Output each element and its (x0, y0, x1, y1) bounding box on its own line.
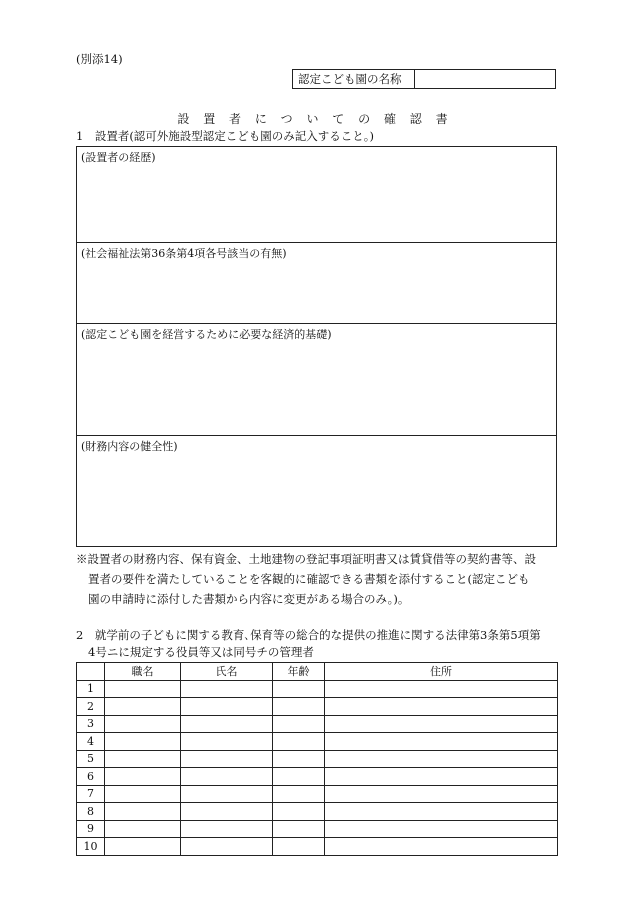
row-number: 9 (77, 820, 105, 838)
position-cell[interactable] (105, 803, 181, 821)
name-cell[interactable] (181, 698, 273, 716)
address-cell[interactable] (325, 750, 558, 768)
table-row (77, 785, 558, 803)
row-number: 1 (77, 680, 105, 698)
position-cell[interactable] (105, 698, 181, 716)
social-welfare-law-field-label: (社会福祉法第36条第4項各号該当の有無) (81, 247, 287, 260)
row-number: 2 (77, 698, 105, 716)
age-cell[interactable] (273, 820, 325, 838)
position-cell[interactable] (105, 820, 181, 838)
position-cell[interactable] (105, 785, 181, 803)
address-cell[interactable] (325, 680, 558, 698)
career-field[interactable] (77, 147, 556, 243)
career-field-label: (設置者の経歴) (81, 151, 156, 164)
age-cell[interactable] (273, 715, 325, 733)
position-cell[interactable] (105, 733, 181, 751)
address-cell[interactable] (325, 733, 558, 751)
header-number (77, 663, 105, 681)
age-cell[interactable] (273, 768, 325, 786)
age-cell[interactable] (273, 838, 325, 856)
section1-heading: 1 設置者(認可外施設型認定こども園のみ記入すること。) (76, 129, 375, 143)
name-cell[interactable] (181, 768, 273, 786)
address-cell[interactable] (325, 838, 558, 856)
note-line: 園の申請時に添付した書類から内容に変更がある場合のみ。)。 (88, 592, 410, 606)
address-cell[interactable] (325, 820, 558, 838)
name-cell[interactable] (181, 750, 273, 768)
header-position: 職名 (105, 663, 181, 681)
annex-label: (別添14) (76, 52, 123, 66)
attachment-note (76, 549, 566, 609)
economic-basis-field[interactable] (77, 324, 556, 436)
address-cell[interactable] (325, 715, 558, 733)
table-header-row (77, 663, 558, 681)
document-title: 設 置 者 に つ い て の 確 認 書 (177, 112, 453, 126)
kodomoen-name-box (292, 69, 556, 89)
age-cell[interactable] (273, 803, 325, 821)
kodomoen-name-label: 認定こども園の名称 (293, 70, 415, 88)
table-row (77, 820, 558, 838)
address-cell[interactable] (325, 698, 558, 716)
address-cell[interactable] (325, 803, 558, 821)
position-cell[interactable] (105, 838, 181, 856)
table-row (77, 768, 558, 786)
social-welfare-law-field[interactable] (77, 243, 556, 324)
table-row (77, 803, 558, 821)
position-cell[interactable] (105, 768, 181, 786)
name-cell[interactable] (181, 715, 273, 733)
table-row (77, 750, 558, 768)
section2-heading-line1: 2 就学前の子どもに関する教育､保育等の総合的な提供の推進に関する法律第3条第5項第 (76, 628, 541, 642)
name-cell[interactable] (181, 733, 273, 751)
table-row (77, 838, 558, 856)
row-number: 3 (77, 715, 105, 733)
name-cell[interactable] (181, 820, 273, 838)
address-cell[interactable] (325, 768, 558, 786)
kodomoen-name-field[interactable] (415, 70, 555, 88)
age-cell[interactable] (273, 785, 325, 803)
position-cell[interactable] (105, 715, 181, 733)
table-row (77, 698, 558, 716)
name-cell[interactable] (181, 838, 273, 856)
row-number: 10 (77, 838, 105, 856)
name-cell[interactable] (181, 785, 273, 803)
name-cell[interactable] (181, 680, 273, 698)
header-address: 住所 (325, 663, 558, 681)
header-name: 氏名 (181, 663, 273, 681)
note-line: 置者の要件を満たしていることを客観的に確認できる書類を添付すること(認定こども (88, 572, 530, 586)
officers-table (76, 662, 558, 856)
header-age: 年齢 (273, 663, 325, 681)
name-cell[interactable] (181, 803, 273, 821)
age-cell[interactable] (273, 750, 325, 768)
section2-heading-line2: 4号ニに規定する役員等又は同号チの管理者 (88, 645, 314, 659)
note-line: ※設置者の財務内容、保有資金、土地建物の登記事項証明書又は賃貸借等の契約書等、設 (76, 552, 536, 566)
position-cell[interactable] (105, 750, 181, 768)
establisher-info-table (76, 146, 557, 547)
financial-soundness-field[interactable] (77, 436, 556, 546)
table-row (77, 715, 558, 733)
section2-heading (76, 627, 576, 661)
address-cell[interactable] (325, 785, 558, 803)
row-number: 7 (77, 785, 105, 803)
position-cell[interactable] (105, 680, 181, 698)
row-number: 8 (77, 803, 105, 821)
age-cell[interactable] (273, 698, 325, 716)
row-number: 6 (77, 768, 105, 786)
age-cell[interactable] (273, 733, 325, 751)
row-number: 5 (77, 750, 105, 768)
table-row (77, 733, 558, 751)
age-cell[interactable] (273, 680, 325, 698)
row-number: 4 (77, 733, 105, 751)
table-row (77, 680, 558, 698)
economic-basis-field-label: (認定こども園を経営するために必要な経済的基礎) (81, 328, 332, 341)
financial-soundness-field-label: (財務内容の健全性) (81, 440, 178, 453)
